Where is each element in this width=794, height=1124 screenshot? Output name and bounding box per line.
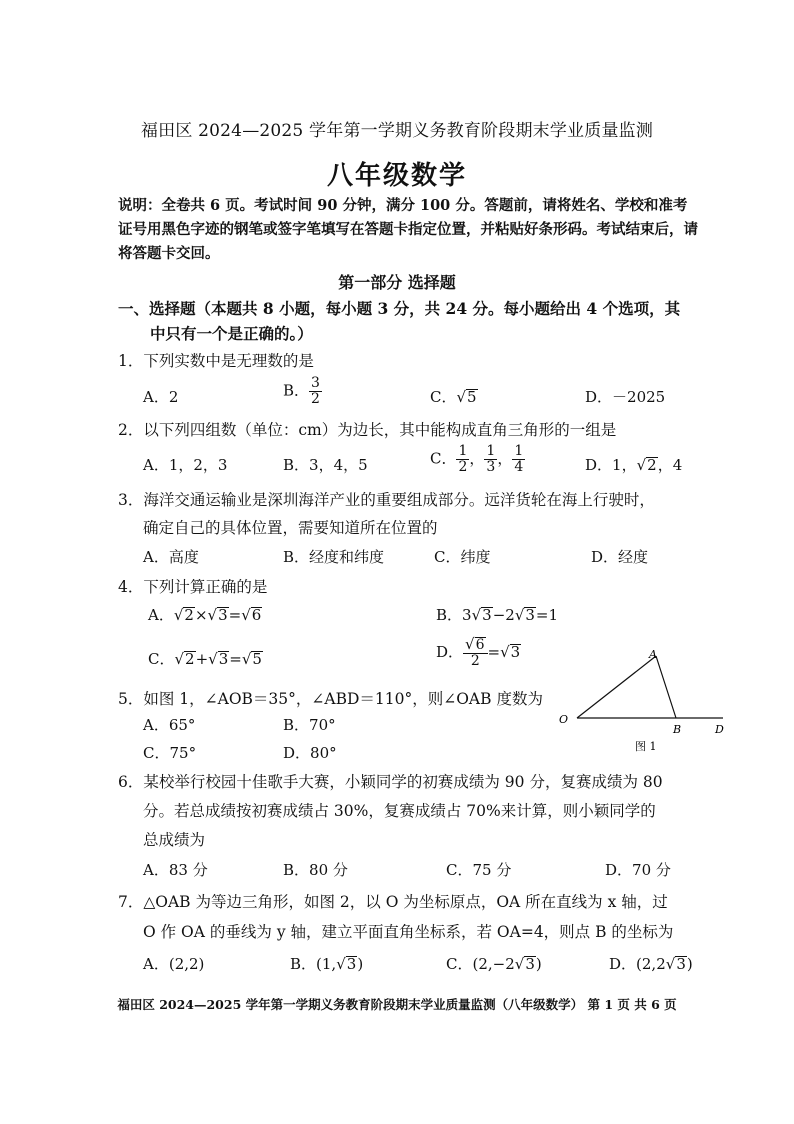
- q6-option-d: D．70 分: [605, 861, 671, 879]
- sqrt-icon: √: [500, 643, 510, 661]
- q7-option-a-label: A．: [143, 955, 169, 973]
- q4-d-equals: =: [487, 643, 501, 661]
- sqrt-icon: √: [208, 650, 218, 668]
- q2-fraction-1: [456, 444, 469, 475]
- q7-d-pre: (2,2: [636, 955, 666, 973]
- q3-option-c: C．纬度: [434, 548, 491, 566]
- q6-option-b: B．80 分: [283, 861, 348, 879]
- q4-stem: 4．下列计算正确的是: [118, 578, 268, 596]
- q2-option-d-label: D．1，: [585, 456, 637, 474]
- sqrt-icon: √: [336, 955, 346, 973]
- q6-option-c: C．75 分: [446, 861, 512, 879]
- q4-a-radicand-2: 3: [218, 606, 228, 624]
- q4-option-b: [436, 604, 558, 625]
- sqrt-icon: √: [174, 650, 185, 668]
- q7-option-c: [446, 953, 542, 974]
- sqrt-icon: √: [173, 606, 184, 624]
- q4-a-radicand-3: 6: [251, 606, 262, 624]
- point-o-label: O: [559, 713, 569, 726]
- q4-b-end: =1: [535, 606, 559, 624]
- q7-option-c-label: C．: [446, 955, 473, 973]
- figure-caption: 图 1: [635, 740, 657, 753]
- q2-frac2-num: 1: [486, 443, 496, 459]
- q5-figure: [555, 646, 735, 758]
- q1-frac-num: 3: [311, 375, 320, 391]
- q2-option-d-end: ，4: [657, 456, 683, 474]
- sqrt-icon: √: [471, 606, 482, 624]
- q7-c-post: ): [535, 955, 542, 973]
- q6-stem-line1: 6．某校举行校园十佳歌手大赛，小颖同学的初赛成绩为 90 分，复赛成绩为 80: [118, 773, 663, 791]
- section-heading-cont: 中只有一个是正确的。）: [150, 324, 313, 343]
- q4-option-c: [148, 648, 263, 669]
- q6-option-a: A．83 分: [143, 861, 208, 879]
- q7-c-pre: (2,−2: [472, 955, 515, 973]
- q4-c-equals: =: [229, 650, 242, 668]
- q4-option-a: [148, 604, 262, 625]
- q2-option-d: [585, 454, 682, 475]
- q3-option-d: D．经度: [591, 548, 649, 566]
- q1-stem: 1．下列实数中是无理数的是: [118, 352, 314, 370]
- part-title: 第一部分 选择题: [338, 273, 456, 292]
- q6-stem-line3: 总成绩为: [143, 831, 206, 849]
- q2-frac1-den: 2: [458, 459, 468, 475]
- q4-c-radicand-2: 3: [218, 650, 229, 668]
- q5-option-c: C．75°: [143, 744, 197, 762]
- q2-frac3-num: 1: [514, 443, 524, 459]
- q2-radicand: 2: [647, 456, 657, 474]
- q4-option-a-label: A．: [148, 606, 174, 624]
- q1-option-b: [283, 376, 322, 407]
- q1-option-d: D．－2025: [585, 388, 666, 406]
- q2-fraction-2: [484, 444, 497, 475]
- q7-option-d: [609, 953, 693, 974]
- q4-a-equals: =: [228, 606, 242, 624]
- q4-d-frac-den: 2: [470, 653, 480, 669]
- q7-option-a-value: (2,2): [168, 955, 205, 973]
- q1-option-a: A．2: [143, 388, 179, 406]
- q4-b-mid: −2: [492, 606, 515, 624]
- q5-stem: 5．如图 1，∠AOB＝35°，∠ABD＝110°，则∠OAB 度数为: [118, 690, 543, 708]
- q1-frac-den: 2: [311, 391, 320, 407]
- q4-c-radicand-1: 2: [185, 650, 195, 668]
- sqrt-icon: √: [665, 955, 676, 973]
- q4-option-b-label: B．3: [436, 606, 472, 624]
- sqrt-icon: √: [514, 955, 525, 973]
- q7-stem-line2: O 作 OA 的垂线为 y 轴，建立平面直角坐标系，若 OA=4，则点 B 的坐标为: [143, 923, 674, 941]
- instructions: 说明：全卷共 6 页。考试时间 90 分钟，满分 100 分。答题前，请将姓名、学校和准考证号用黑色字迹的钢笔或签字笔填写在答题卡指定位置，并粘贴好条形码。考试结束后，请将答题卡交回。: [118, 197, 698, 262]
- sqrt-icon: √: [456, 388, 467, 406]
- q2-fraction-3: [512, 444, 525, 475]
- q2-option-a: A．1，2，3: [143, 456, 228, 474]
- q6-stem-line2: 分。若总成绩按初赛成绩占 30%，复赛成绩占 70%来计算，则小颖同学的: [143, 802, 656, 820]
- page-footer: 福田区 2024—2025 学年第一学期义务教育阶段期末学业质量监测（八年级数学） 第 1 页 共 6 页: [117, 997, 677, 1012]
- q3-stem-line1: 3．海洋交通运输业是深圳海洋产业的重要组成部分。远洋货轮在海上行驶时，: [118, 491, 655, 509]
- q4-b-radicand-2: 3: [525, 606, 535, 624]
- q7-b-radicand: 3: [346, 955, 357, 973]
- q7-c-radicand: 3: [525, 955, 535, 973]
- section-heading: 一、选择题（本题共 8 小题，每小题 3 分，共 24 分。每小题给出 4 个选项，其: [118, 299, 681, 318]
- q7-option-a: [143, 953, 204, 974]
- line-ab: [656, 656, 676, 718]
- sqrt-icon: √: [465, 635, 475, 653]
- q3-option-a: A．高度: [143, 548, 199, 566]
- point-d-label: D: [715, 723, 724, 736]
- q4-a-operator: ×: [194, 606, 208, 624]
- q4-c-radicand-3: 5: [252, 650, 262, 668]
- q4-option-c-label: C．: [148, 650, 175, 668]
- sqrt-icon: √: [636, 456, 647, 474]
- q4-option-d-label: D．: [436, 643, 464, 661]
- q7-option-b-label: B．: [290, 955, 317, 973]
- q5-option-d: D．80°: [283, 744, 337, 762]
- q1-option-b-label: B．: [283, 381, 310, 400]
- page-title: 八年级数学: [326, 161, 467, 191]
- q7-b-pre: (1,: [316, 955, 337, 973]
- sqrt-icon: √: [514, 606, 525, 624]
- q3-option-b: B．经度和纬度: [283, 548, 385, 566]
- q2-frac2-den: 3: [486, 459, 496, 475]
- q5-option-a: A．65°: [143, 716, 196, 734]
- q7-d-post: ): [686, 955, 693, 973]
- q4-d-radicand: 3: [510, 643, 521, 661]
- q4-d-frac-num: [463, 637, 487, 654]
- q7-b-post: ): [357, 955, 364, 973]
- q7-option-d-label: D．: [609, 955, 637, 973]
- exam-header: 福田区 2024—2025 学年第一学期义务教育阶段期末学业质量监测: [140, 121, 654, 141]
- q7-d-radicand: 3: [676, 955, 686, 973]
- q7-stem-line1: 7．△OAB 为等边三角形，如图 2，以 O 为坐标原点，OA 所在直线为 x 轴，过: [118, 893, 668, 911]
- q4-c-operator: +: [195, 650, 209, 668]
- q1-radicand: 5: [467, 388, 477, 406]
- q2-frac3-den: 4: [514, 459, 524, 475]
- q1-fraction: [309, 376, 322, 407]
- q4-d-num-radicand: 6: [475, 637, 485, 653]
- q2-frac1-num: 1: [458, 443, 468, 459]
- q2-option-c: C． $\frac{1}{2}$ ， $\frac{1}{3}$ ， $\frac{1}{4}$: [430, 443, 524, 475]
- q7-option-b: [290, 953, 363, 974]
- point-a-label: A: [649, 648, 657, 661]
- q1-option-c: [430, 386, 478, 407]
- q2-stem: 2．以下列四组数（单位：cm）为边长，其中能构成直角三角形的一组是: [118, 421, 617, 439]
- q4-option-d: [436, 637, 521, 669]
- q3-stem-line2: 确定自己的具体位置，需要知道所在位置的: [143, 519, 438, 537]
- line-oa: [577, 656, 656, 718]
- point-b-label: B: [673, 723, 682, 736]
- sqrt-icon: √: [241, 606, 251, 624]
- sqrt-icon: √: [241, 650, 252, 668]
- q2-option-b: B．3，4，5: [283, 456, 368, 474]
- q2-option-c-label: C．: [430, 449, 457, 468]
- q4-a-radicand-1: 2: [184, 606, 194, 624]
- q1-option-c-label: C．: [430, 388, 457, 406]
- q5-option-b: B．70°: [283, 716, 336, 734]
- sqrt-icon: √: [207, 606, 218, 624]
- q4-b-radicand-1: 3: [482, 606, 492, 624]
- q4-d-fraction: [463, 637, 487, 669]
